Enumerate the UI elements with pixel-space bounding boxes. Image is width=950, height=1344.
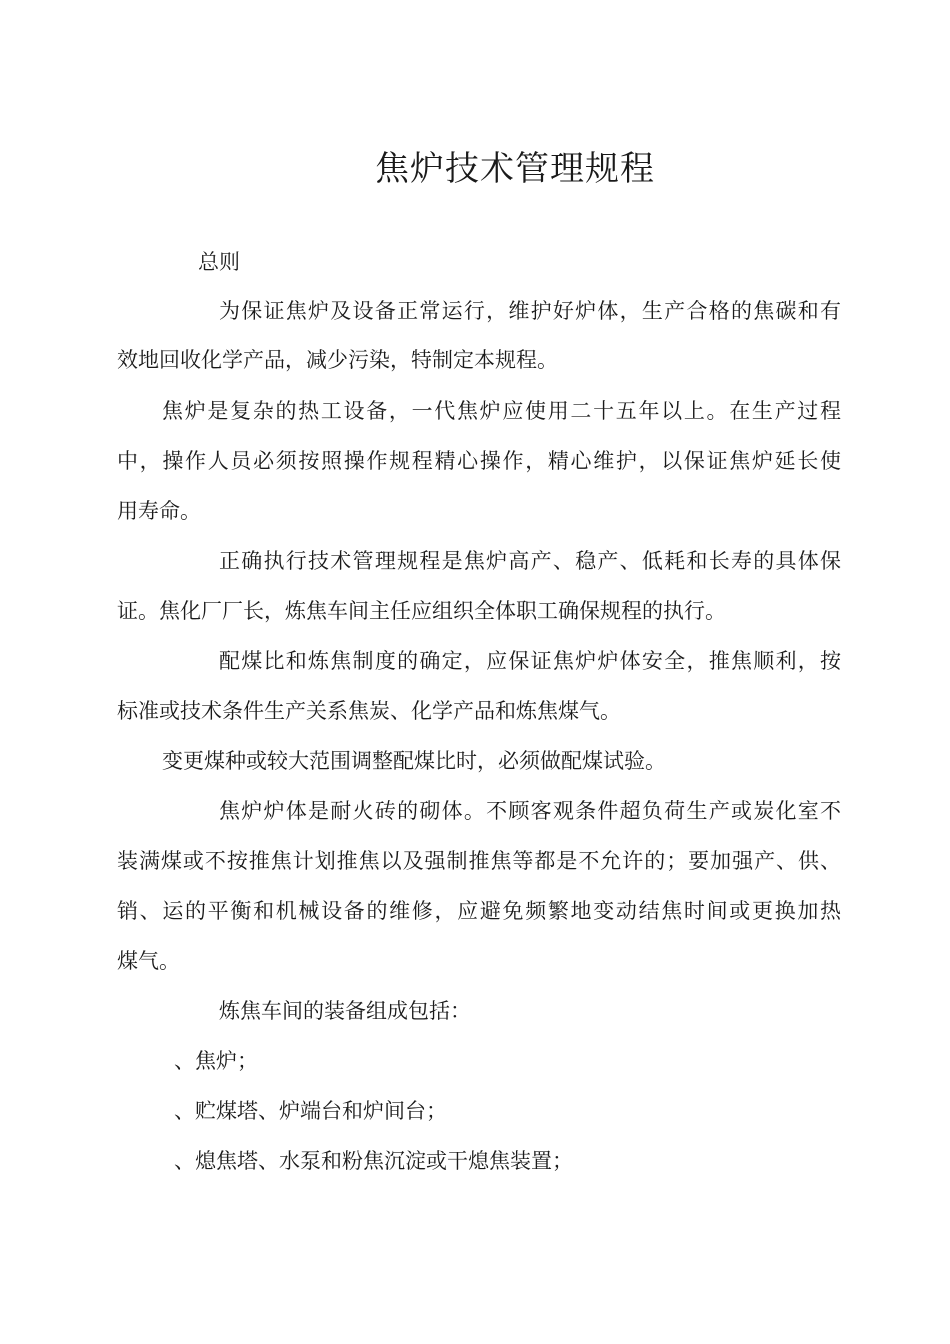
- paragraph-line: 标准或技术条件生产关系焦炭、化学产品和炼焦煤气。: [117, 699, 621, 723]
- paragraph-line: 证。焦化厂厂长，炼焦车间主任应组织全体职工确保规程的执行。: [117, 599, 726, 623]
- paragraph-line: 用寿命。: [117, 499, 201, 523]
- paragraph-line: 正确执行技术管理规程是焦炉高产、稳产、低耗和长寿的具体保: [219, 549, 841, 573]
- paragraph-line: 效地回收化学产品，减少污染，特制定本规程。: [117, 348, 558, 372]
- section-heading: 总则: [198, 250, 240, 274]
- paragraph-line: 销、运的平衡和机械设备的维修，应避免频繁地变动结焦时间或更换加热: [117, 899, 841, 923]
- paragraph-line: 中，操作人员必须按照操作规程精心操作，精心维护，以保证焦炉延长使: [117, 449, 841, 473]
- document-title: 焦炉技术管理规程: [375, 149, 655, 189]
- paragraph-line: 配煤比和炼焦制度的确定，应保证焦炉炉体安全，推焦顺利，按: [219, 649, 841, 673]
- paragraph-line: 煤气。: [117, 949, 180, 973]
- paragraph-line: 焦炉是复杂的热工设备，一代焦炉应使用二十五年以上。在生产过程: [162, 399, 841, 423]
- paragraph-line: 炼焦车间的装备组成包括：: [219, 999, 471, 1023]
- list-item: 、焦炉；: [174, 1049, 258, 1073]
- list-item: 、贮煤塔、炉端台和炉间台；: [174, 1099, 447, 1123]
- list-item: 、熄焦塔、水泵和粉焦沉淀或干熄焦装置；: [174, 1149, 573, 1173]
- paragraph-line: 装满煤或不按推焦计划推焦以及强制推焦等都是不允许的；要加强产、供、: [117, 849, 841, 873]
- paragraph-line: 变更煤种或较大范围调整配煤比时，必须做配煤试验。: [162, 749, 666, 773]
- paragraph-line: 焦炉炉体是耐火砖的砌体。不顾客观条件超负荷生产或炭化室不: [219, 799, 841, 823]
- paragraph-line: 为保证焦炉及设备正常运行，维护好炉体，生产合格的焦碳和有: [219, 299, 841, 323]
